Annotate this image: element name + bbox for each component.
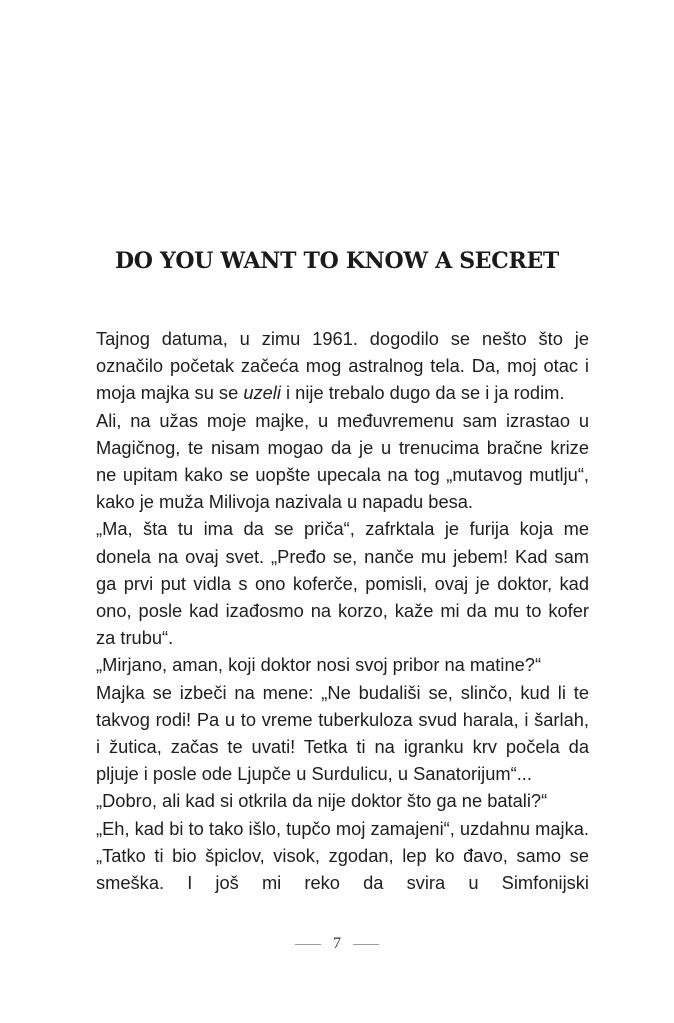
paragraph-text: i nije trebalo dugo da se i ja rodim. — [280, 382, 565, 404]
paragraph — [96, 651, 589, 678]
paragraph-text: Tajnog datuma, u zimu 1961. dogodilo se nešto što je označilo početak začeća mog astralnog tela. Da, moj otac i moja majka su se — [96, 328, 589, 404]
paragraph-text: „Dobro, ali kad si otkrila da nije doktor što ga ne batali?“ — [96, 790, 548, 812]
folio-rule-left — [295, 944, 321, 945]
paragraph-text: Majka se izbeči na mene: „Ne budališi se, slinčo, kud li te takvog rodi! Pa u to vreme tuberkuloza svud harala, i šarlah, i žutica, začas te uvati! Tetka ti na igranku krv počela da pljuje i posle ode Ljupče u Surdulicu, u Sanatorijum“... — [96, 681, 589, 785]
paragraph-text: Ali, na užas moje majke, u međuvremenu sam izrastao u Magičnog, te nisam mogao da je u trenucima bračne krize ne upitam kako se uopšte upecala na tog „mutavog mutlju“, kako je muža Milivoja nazivala u napadu besa. — [96, 409, 589, 513]
folio-rule-right — [353, 944, 379, 945]
paragraph — [96, 787, 589, 814]
chapter-title: DO YOU WANT TO KNOW A SECRET — [115, 248, 559, 274]
paragraph-text: „Eh, kad bi to tako išlo, tupčo moj zamajeni“, uzdahnu majka. „Tatko ti bio špiclov, visok, zgodan, lep ko đavo, samo se smeška. I još mi reko da svira u Simfonijski — [96, 817, 589, 894]
paragraph — [96, 815, 589, 897]
paragraph-text: „Ma, šta tu ima da se priča“, zafrktala je furija koja me donela na ovaj svet. „Pređo se, nanče mu jebem! Kad sam ga prvi put vidla s ono koferče, pomisli, ovaj je doktor, kad ono, posle kad izađosmo na korzo, kaže mi da mu to kofer za trubu“. — [96, 518, 589, 649]
paragraph — [96, 325, 589, 407]
italic-text: uzeli — [243, 382, 281, 404]
page-footer — [0, 935, 674, 953]
paragraph — [96, 679, 589, 788]
paragraph — [96, 407, 589, 516]
paragraph — [96, 515, 589, 651]
page-number: 7 — [333, 935, 341, 952]
chapter-body — [96, 325, 589, 896]
paragraph-text: „Mirjano, aman, koji doktor nosi svoj pribor na matine?“ — [96, 654, 542, 676]
